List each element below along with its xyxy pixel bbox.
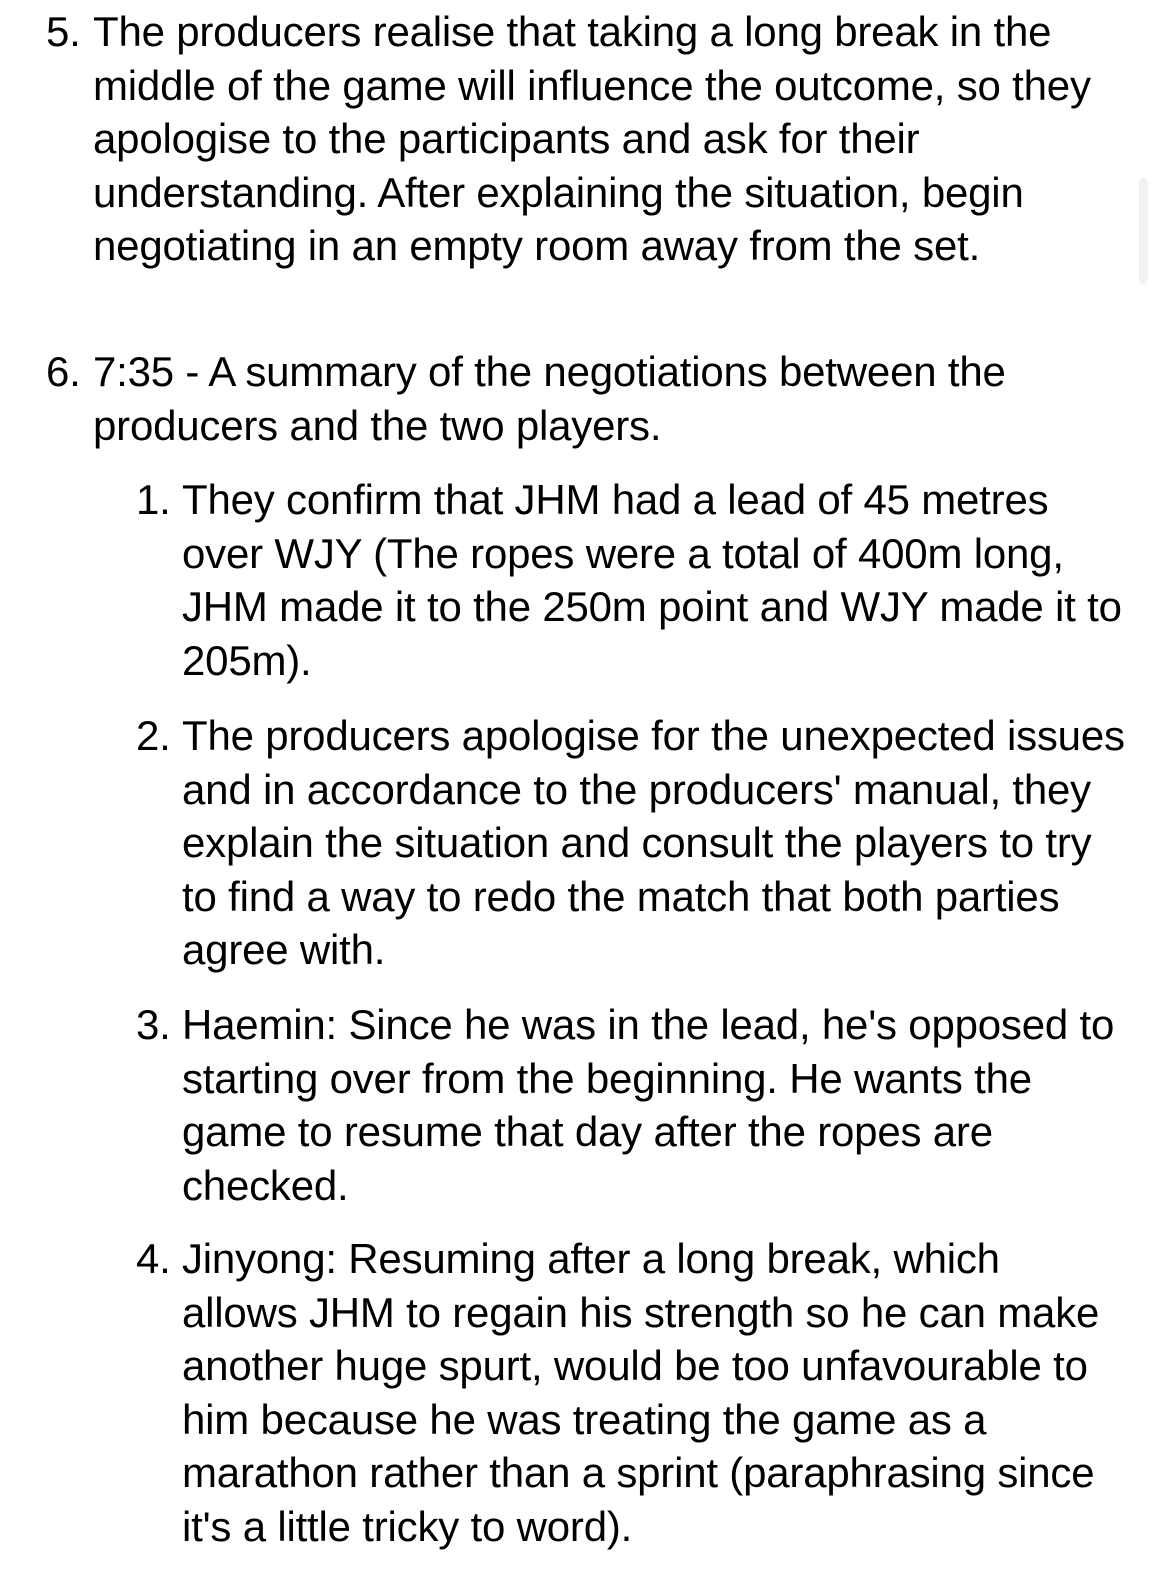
sub-list-item [136, 709, 1126, 977]
scroll-indicator[interactable] [1139, 178, 1148, 284]
sub-list-item-number: 2. [136, 712, 171, 759]
list-item [46, 345, 1116, 452]
sub-list-item-number: 4. [136, 1235, 171, 1282]
list-item [46, 5, 1116, 273]
sub-list-item [136, 1232, 1126, 1553]
sub-list-item-text: The producers apologise for the unexpected issues and in accordance to the producers' manual, they explain the situation and consult the players to try to find a way to redo the match that both parties agree with. [182, 712, 1125, 973]
list-item-number: 5. [46, 8, 81, 55]
sub-list-item-text: They confirm that JHM had a lead of 45 metres over WJY (The ropes were a total of 400m long, JHM made it to the 250m point and WJY made it to 205m). [182, 476, 1122, 684]
list-item-text: 7:35 - A summary of the negotiations between the producers and the two players. [93, 348, 1006, 449]
sub-list-item-text: Jinyong: Resuming after a long break, which allows JHM to regain his strength so he can make another huge spurt, would be too unfavourable to him because he was treating the game as a marathon rather than a sprint (paraphrasing since it's a little tricky to word). [182, 1235, 1100, 1550]
sub-list-item-number: 3. [136, 1001, 171, 1048]
list-item-number: 6. [46, 348, 81, 395]
sub-list-item [136, 998, 1126, 1212]
sub-list-item [136, 473, 1126, 687]
sub-list-item-text: Haemin: Since he was in the lead, he's opposed to starting over from the beginning. He wants the game to resume that day after the ropes are checked. [182, 1001, 1115, 1209]
list-item-text: The producers realise that taking a long break in the middle of the game will influence the outcome, so they apologise to the participants and ask for their understanding. After explaining the situation, begin negotiating in an empty room away from the set. [93, 8, 1091, 269]
sub-list-item-number: 1. [136, 476, 171, 523]
